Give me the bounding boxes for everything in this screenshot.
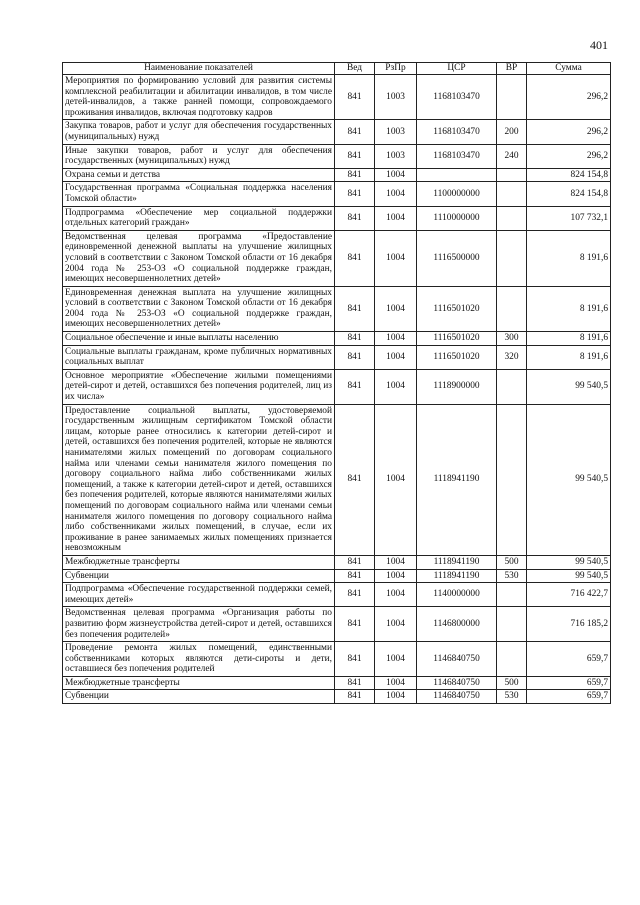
cell-csr: 1168103470 xyxy=(417,144,497,168)
table-row xyxy=(63,230,611,286)
cell-name: Проведение ремонта жилых помещений, единственными собственниками которых являются дети-сироты и дети, оставшиеся без попечения родителей xyxy=(63,642,335,677)
cell-rzpr: 1004 xyxy=(375,286,417,331)
cell-ved: 841 xyxy=(335,144,375,168)
cell-sum: 99 540,5 xyxy=(527,569,611,583)
cell-ved: 841 xyxy=(335,583,375,607)
cell-name: Ведомственная целевая программа «Организация работы по развитию форм жизнеустройства детей-сирот и детей, оставшихся без попечения родителей» xyxy=(63,607,335,642)
cell-csr: 1118941190 xyxy=(417,569,497,583)
cell-vr xyxy=(497,404,527,555)
cell-vr xyxy=(497,583,527,607)
header-vr: ВР xyxy=(497,63,527,75)
cell-sum: 8 191,6 xyxy=(527,332,611,346)
cell-csr: 1110000000 xyxy=(417,206,497,230)
cell-rzpr: 1004 xyxy=(375,642,417,677)
cell-rzpr: 1004 xyxy=(375,676,417,690)
cell-vr: 500 xyxy=(497,555,527,569)
cell-vr: 530 xyxy=(497,690,527,704)
cell-ved: 841 xyxy=(335,569,375,583)
table-row xyxy=(63,286,611,331)
cell-ved: 841 xyxy=(335,690,375,704)
cell-ved: 841 xyxy=(335,607,375,642)
cell-vr xyxy=(497,206,527,230)
cell-name: Иные закупки товаров, работ и услуг для обеспечения государственных (муниципальных) нужд xyxy=(63,144,335,168)
cell-rzpr: 1004 xyxy=(375,182,417,206)
cell-rzpr: 1004 xyxy=(375,206,417,230)
cell-sum: 99 540,5 xyxy=(527,369,611,404)
header-rzpr: РзПр xyxy=(375,63,417,75)
cell-csr: 1146840750 xyxy=(417,676,497,690)
header-sum: Сумма xyxy=(527,63,611,75)
cell-rzpr: 1004 xyxy=(375,369,417,404)
cell-csr: 1116500000 xyxy=(417,230,497,286)
cell-rzpr: 1004 xyxy=(375,583,417,607)
cell-sum: 8 191,6 xyxy=(527,286,611,331)
cell-sum: 824 154,8 xyxy=(527,182,611,206)
cell-vr: 300 xyxy=(497,332,527,346)
cell-name: Субвенции xyxy=(63,690,335,704)
cell-sum: 296,2 xyxy=(527,144,611,168)
cell-name: Предоставление социальной выплаты, удостоверяемой государственным жилищным сертификатом Томской области лицам, которые ранее относились к категории детей-сирот и детей, оставшихся без попечения родителей, которые не являются нанимателями жилых помещений по договорам социального найма или членами семьи нанимателя жилого помещения по договору социального найма либо собственниками жилых помещений, а также к категории детей-сирот и детей, оставшихся без попечения родителей, которые являются нанимателями жилых помещений по договорам социального найма или членами семьи нанимателя жилого помещения по договору социального найма либо собственниками жилых помещений, в случае, если их проживание в ранее занимаемых жилых помещениях признается невозможным xyxy=(63,404,335,555)
cell-rzpr: 1004 xyxy=(375,168,417,182)
cell-sum: 296,2 xyxy=(527,75,611,120)
cell-ved: 841 xyxy=(335,75,375,120)
cell-vr xyxy=(497,642,527,677)
table-row xyxy=(63,332,611,346)
table-row xyxy=(63,404,611,555)
cell-vr xyxy=(497,168,527,182)
cell-csr: 1146840750 xyxy=(417,690,497,704)
table-row xyxy=(63,369,611,404)
table-row xyxy=(63,75,611,120)
cell-ved: 841 xyxy=(335,206,375,230)
cell-csr: 1118900000 xyxy=(417,369,497,404)
table-header-row xyxy=(63,63,611,75)
cell-sum: 8 191,6 xyxy=(527,230,611,286)
table-row xyxy=(63,583,611,607)
cell-ved: 841 xyxy=(335,676,375,690)
table-row xyxy=(63,168,611,182)
cell-sum: 99 540,5 xyxy=(527,404,611,555)
cell-csr: 1116501020 xyxy=(417,332,497,346)
cell-rzpr: 1003 xyxy=(375,75,417,120)
table-row xyxy=(63,676,611,690)
cell-rzpr: 1004 xyxy=(375,569,417,583)
cell-name: Закупка товаров, работ и услуг для обеспечения государственных (муниципальных) нужд xyxy=(63,120,335,144)
cell-rzpr: 1004 xyxy=(375,555,417,569)
cell-rzpr: 1004 xyxy=(375,404,417,555)
cell-csr: 1116501020 xyxy=(417,286,497,331)
table-row xyxy=(63,607,611,642)
cell-rzpr: 1004 xyxy=(375,607,417,642)
table-row xyxy=(63,642,611,677)
cell-vr xyxy=(497,369,527,404)
cell-ved: 841 xyxy=(335,120,375,144)
table-row xyxy=(63,206,611,230)
cell-name: Основное мероприятие «Обеспечение жилыми помещениями детей-сирот и детей, оставшихся без попечения родителей, лиц из их числа» xyxy=(63,369,335,404)
cell-sum: 659,7 xyxy=(527,690,611,704)
table-row xyxy=(63,555,611,569)
cell-ved: 841 xyxy=(335,182,375,206)
cell-vr xyxy=(497,230,527,286)
header-csr: ЦСР xyxy=(417,63,497,75)
cell-name: Межбюджетные трансферты xyxy=(63,555,335,569)
cell-sum: 107 732,1 xyxy=(527,206,611,230)
cell-csr: 1116501020 xyxy=(417,345,497,369)
cell-name: Мероприятия по формированию условий для развития системы комплексной реабилитации и абилитации инвалидов, в том числе детей-инвалидов, а также ранней помощи, сопровождаемого проживания инвалидов, включая подготовку кадров xyxy=(63,75,335,120)
cell-ved: 841 xyxy=(335,369,375,404)
cell-name: Государственная программа «Социальная поддержка населения Томской области» xyxy=(63,182,335,206)
cell-rzpr: 1004 xyxy=(375,690,417,704)
cell-rzpr: 1003 xyxy=(375,144,417,168)
cell-ved: 841 xyxy=(335,555,375,569)
page-number: 401 xyxy=(590,38,608,52)
cell-vr xyxy=(497,182,527,206)
cell-csr: 1168103470 xyxy=(417,120,497,144)
cell-rzpr: 1003 xyxy=(375,120,417,144)
header-name: Наименование показателей xyxy=(63,63,335,75)
cell-name: Субвенции xyxy=(63,569,335,583)
cell-sum: 659,7 xyxy=(527,676,611,690)
budget-table xyxy=(62,62,611,704)
cell-ved: 841 xyxy=(335,230,375,286)
cell-vr xyxy=(497,75,527,120)
cell-name: Подпрограмма «Обеспечение государственной поддержки семей, имеющих детей» xyxy=(63,583,335,607)
header-ved: Вед xyxy=(335,63,375,75)
cell-csr: 1146840750 xyxy=(417,642,497,677)
cell-csr: 1118941190 xyxy=(417,555,497,569)
cell-ved: 841 xyxy=(335,404,375,555)
cell-vr xyxy=(497,286,527,331)
cell-name: Охрана семьи и детства xyxy=(63,168,335,182)
cell-name: Социальное обеспечение и иные выплаты населению xyxy=(63,332,335,346)
cell-rzpr: 1004 xyxy=(375,230,417,286)
cell-ved: 841 xyxy=(335,168,375,182)
cell-vr: 320 xyxy=(497,345,527,369)
cell-vr xyxy=(497,607,527,642)
cell-sum: 824 154,8 xyxy=(527,168,611,182)
cell-csr: 1140000000 xyxy=(417,583,497,607)
cell-sum: 716 422,7 xyxy=(527,583,611,607)
cell-name: Межбюджетные трансферты xyxy=(63,676,335,690)
cell-name: Социальные выплаты гражданам, кроме публичных нормативных социальных выплат xyxy=(63,345,335,369)
cell-rzpr: 1004 xyxy=(375,345,417,369)
table-row xyxy=(63,144,611,168)
cell-sum: 8 191,6 xyxy=(527,345,611,369)
cell-sum: 296,2 xyxy=(527,120,611,144)
cell-vr: 240 xyxy=(497,144,527,168)
cell-ved: 841 xyxy=(335,642,375,677)
cell-name: Единовременная денежная выплата на улучшение жилищных условий в соответствии с Законом Томской области от 16 декабря 2004 года № 253-ОЗ «О социальной поддержке граждан, имеющих несовершеннолетних детей» xyxy=(63,286,335,331)
cell-ved: 841 xyxy=(335,286,375,331)
cell-vr: 500 xyxy=(497,676,527,690)
table-row xyxy=(63,120,611,144)
cell-sum: 659,7 xyxy=(527,642,611,677)
cell-csr: 1146800000 xyxy=(417,607,497,642)
cell-csr xyxy=(417,168,497,182)
cell-ved: 841 xyxy=(335,345,375,369)
table-row xyxy=(63,345,611,369)
table-body xyxy=(63,75,611,704)
cell-ved: 841 xyxy=(335,332,375,346)
cell-csr: 1118941190 xyxy=(417,404,497,555)
cell-csr: 1100000000 xyxy=(417,182,497,206)
cell-csr: 1168103470 xyxy=(417,75,497,120)
cell-vr: 200 xyxy=(497,120,527,144)
cell-sum: 99 540,5 xyxy=(527,555,611,569)
cell-name: Ведомственная целевая программа «Предоставление единовременной денежной выплаты на улучшение жилищных условий в соответствии с Законом Томской области от 16 декабря 2004 года № 253-ОЗ «О социальной поддержке граждан, имеющих несовершеннолетних детей» xyxy=(63,230,335,286)
cell-name: Подпрограмма «Обеспечение мер социальной поддержки отдельных категорий граждан» xyxy=(63,206,335,230)
cell-sum: 716 185,2 xyxy=(527,607,611,642)
cell-rzpr: 1004 xyxy=(375,332,417,346)
table-row xyxy=(63,569,611,583)
table-row xyxy=(63,690,611,704)
cell-vr: 530 xyxy=(497,569,527,583)
table-row xyxy=(63,182,611,206)
